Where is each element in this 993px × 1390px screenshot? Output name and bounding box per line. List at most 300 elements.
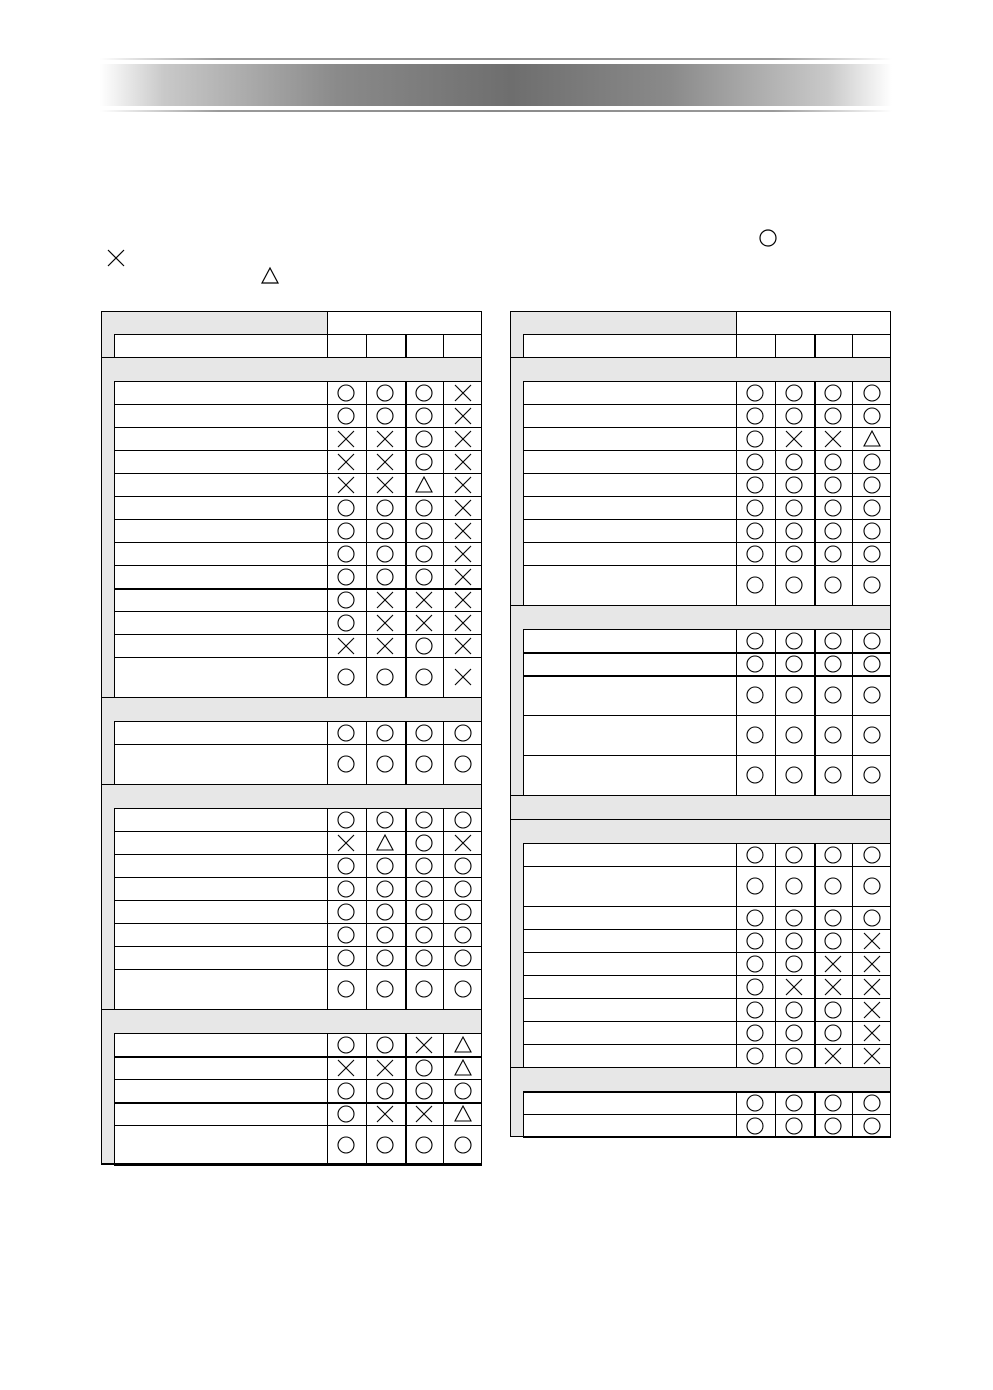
circle-icon	[414, 879, 434, 899]
border-top	[510, 311, 891, 312]
col-line	[814, 906, 816, 929]
col-line	[852, 565, 853, 605]
col-line	[366, 496, 367, 519]
circle-icon	[784, 383, 804, 403]
row-line	[523, 1137, 891, 1138]
cross-icon	[453, 636, 473, 656]
circle-icon	[414, 1135, 434, 1155]
circle-icon	[414, 567, 434, 587]
cross-icon	[862, 1000, 882, 1020]
circle-icon	[784, 521, 804, 541]
col-line	[114, 946, 115, 969]
col-line	[114, 854, 115, 877]
circle-icon	[414, 810, 434, 830]
circle-icon	[784, 1023, 804, 1043]
col-line	[327, 854, 328, 877]
col-line	[736, 975, 737, 998]
col-line	[114, 831, 115, 854]
circle-icon	[336, 590, 356, 610]
col-line	[443, 1033, 444, 1056]
col-line	[405, 808, 407, 831]
col-line	[327, 1125, 328, 1165]
section-line	[510, 357, 891, 358]
circle-icon	[336, 754, 356, 774]
circle-icon	[414, 1081, 434, 1101]
banner-bar	[100, 64, 892, 106]
col-line	[114, 744, 115, 784]
col-line	[327, 565, 328, 588]
circle-icon	[375, 754, 395, 774]
col-line	[366, 854, 367, 877]
circle-icon	[745, 654, 765, 674]
col-line	[523, 906, 524, 929]
col-line	[327, 808, 328, 831]
circle-icon	[862, 544, 882, 564]
circle-icon	[784, 1000, 804, 1020]
col-line	[114, 496, 115, 519]
circle-icon	[453, 1081, 473, 1101]
circle-icon	[336, 1135, 356, 1155]
circle-icon	[823, 1000, 843, 1020]
col-line	[366, 877, 367, 900]
circle-icon	[784, 631, 804, 651]
col-line	[443, 496, 444, 519]
col-line	[405, 427, 407, 450]
row-line	[523, 605, 891, 606]
col-line	[736, 952, 737, 975]
col-line	[523, 542, 524, 565]
cross-icon	[375, 475, 395, 495]
circle-icon	[375, 856, 395, 876]
circle-icon	[414, 383, 434, 403]
col-line	[852, 1091, 853, 1114]
col-line	[114, 473, 115, 496]
cross-icon	[336, 429, 356, 449]
circle-icon	[823, 876, 843, 896]
col-line	[443, 877, 444, 900]
col-line	[736, 866, 737, 906]
circle-icon	[375, 879, 395, 899]
circle-icon	[784, 725, 804, 745]
row-line	[523, 334, 891, 335]
col-line	[814, 381, 816, 404]
header-cell	[114, 334, 482, 357]
col-line	[366, 808, 367, 831]
circle-icon	[375, 406, 395, 426]
col-line	[327, 1102, 328, 1125]
col-line	[852, 1114, 853, 1137]
col-line	[405, 1079, 407, 1102]
circle-icon	[375, 521, 395, 541]
col-line	[405, 1102, 407, 1125]
col-line	[523, 975, 524, 998]
col-line	[852, 952, 853, 975]
col-line	[114, 542, 115, 565]
circle-icon	[862, 908, 882, 928]
circle-icon	[784, 845, 804, 865]
row-line	[523, 795, 891, 796]
col-line	[405, 473, 407, 496]
col-line	[114, 450, 115, 473]
col-line	[327, 923, 328, 946]
col-line	[852, 843, 853, 866]
col-line	[366, 1125, 367, 1165]
circle-icon	[375, 1135, 395, 1155]
col-line	[327, 657, 328, 697]
col-line	[443, 334, 444, 357]
col-line	[814, 975, 816, 998]
border-left	[510, 311, 511, 1137]
col-line	[443, 657, 444, 697]
col-line	[327, 427, 328, 450]
circle-icon	[784, 406, 804, 426]
circle-icon	[823, 521, 843, 541]
col-line	[523, 334, 524, 357]
col-line	[523, 1044, 524, 1067]
cross-icon	[453, 590, 473, 610]
circle-icon	[745, 1000, 765, 1020]
circle-icon	[745, 544, 765, 564]
circle-icon	[823, 654, 843, 674]
circle-icon	[784, 475, 804, 495]
col-line	[443, 900, 444, 923]
circle-icon	[375, 902, 395, 922]
cross-icon	[414, 1104, 434, 1124]
triangle-icon	[453, 1058, 473, 1078]
col-line	[366, 519, 367, 542]
col-line	[814, 675, 816, 715]
col-line	[114, 1033, 115, 1056]
circle-icon	[862, 765, 882, 785]
circle-icon	[862, 383, 882, 403]
circle-icon	[823, 908, 843, 928]
col-line	[405, 831, 407, 854]
col-line	[736, 843, 737, 866]
col-line	[366, 542, 367, 565]
circle-icon	[745, 765, 765, 785]
col-line	[405, 900, 407, 923]
col-line	[405, 1033, 407, 1056]
cross-icon	[453, 613, 473, 633]
col-line	[327, 473, 328, 496]
col-line	[114, 657, 115, 697]
compatibility-table-right	[510, 311, 891, 1137]
col-line	[443, 450, 444, 473]
title-banner	[100, 58, 892, 112]
banner-bottom-rule	[100, 110, 892, 112]
circle-icon	[745, 845, 765, 865]
cross-icon	[823, 977, 843, 997]
col-line	[736, 565, 737, 605]
col-line	[814, 496, 816, 519]
cross-icon	[453, 544, 473, 564]
circle-icon	[784, 685, 804, 705]
col-line	[327, 542, 328, 565]
circle-icon	[862, 654, 882, 674]
col-line	[327, 946, 328, 969]
circle-icon	[784, 931, 804, 951]
col-line	[523, 473, 524, 496]
row-line	[114, 1009, 482, 1010]
col-line	[852, 450, 853, 473]
circle-icon	[745, 452, 765, 472]
col-line	[114, 565, 115, 588]
col-line	[736, 496, 737, 519]
banner-top-rule	[100, 58, 892, 60]
col-line	[114, 427, 115, 450]
col-line	[443, 1056, 444, 1079]
col-line	[814, 450, 816, 473]
circle-icon	[375, 567, 395, 587]
col-line	[736, 1021, 737, 1044]
col-line	[114, 923, 115, 946]
cross-icon	[862, 977, 882, 997]
col-line	[736, 519, 737, 542]
col-line	[523, 929, 524, 952]
col-line	[814, 1044, 816, 1067]
circle-icon	[823, 931, 843, 951]
circle-icon	[414, 429, 434, 449]
col-line	[852, 519, 853, 542]
circle-icon	[414, 979, 434, 999]
circle-icon	[823, 406, 843, 426]
col-line	[443, 1079, 444, 1102]
col-line	[775, 381, 776, 404]
col-line	[366, 1102, 367, 1125]
circle-icon	[745, 1023, 765, 1043]
col-line	[736, 929, 737, 952]
col-line	[523, 381, 524, 404]
circle-icon	[336, 1081, 356, 1101]
border-right	[481, 311, 482, 1165]
col-line	[523, 629, 524, 652]
col-line	[405, 946, 407, 969]
col-line	[736, 311, 737, 357]
col-line	[852, 998, 853, 1021]
circle-icon	[745, 498, 765, 518]
col-line	[736, 427, 737, 450]
col-line	[775, 450, 776, 473]
col-line	[405, 854, 407, 877]
col-line	[114, 969, 115, 1009]
circle-icon	[823, 1023, 843, 1043]
circle-icon	[336, 810, 356, 830]
col-line	[775, 715, 776, 755]
col-line	[366, 473, 367, 496]
col-line	[814, 843, 816, 866]
circle-icon	[336, 948, 356, 968]
col-line	[443, 854, 444, 877]
legend-cross-icon	[106, 248, 126, 268]
col-line	[366, 450, 367, 473]
col-line	[405, 404, 407, 427]
col-line	[114, 611, 115, 634]
circle-icon	[453, 723, 473, 743]
circle-icon	[414, 406, 434, 426]
col-line	[366, 611, 367, 634]
col-line	[405, 450, 407, 473]
circle-icon	[784, 1046, 804, 1066]
circle-icon	[745, 725, 765, 745]
circle-icon	[453, 810, 473, 830]
col-line	[814, 1091, 816, 1114]
col-line	[814, 998, 816, 1021]
col-line	[852, 381, 853, 404]
circle-icon	[745, 575, 765, 595]
circle-icon	[784, 876, 804, 896]
circle-icon	[784, 654, 804, 674]
cross-icon	[375, 452, 395, 472]
row-line	[114, 1125, 482, 1126]
circle-icon	[336, 902, 356, 922]
cross-icon	[414, 590, 434, 610]
circle-icon	[414, 667, 434, 687]
col-line	[852, 1044, 853, 1067]
col-line	[736, 906, 737, 929]
circle-icon	[823, 498, 843, 518]
col-line	[327, 1033, 328, 1056]
col-line	[114, 1125, 115, 1165]
col-line	[852, 929, 853, 952]
circle-icon	[414, 856, 434, 876]
col-line	[814, 755, 816, 795]
circle-icon	[862, 1093, 882, 1113]
col-line	[366, 334, 367, 357]
circle-icon	[745, 876, 765, 896]
circle-icon	[784, 544, 804, 564]
cross-icon	[375, 429, 395, 449]
cross-icon	[375, 613, 395, 633]
header-cell	[523, 334, 891, 357]
col-line	[327, 831, 328, 854]
circle-icon	[862, 452, 882, 472]
col-line	[814, 334, 816, 357]
col-line	[775, 1044, 776, 1067]
col-line	[852, 542, 853, 565]
col-line	[405, 611, 407, 634]
col-line	[814, 473, 816, 496]
circle-icon	[453, 948, 473, 968]
col-line	[523, 1114, 524, 1137]
col-line	[405, 969, 407, 1009]
cross-icon	[375, 1104, 395, 1124]
circle-icon	[414, 1058, 434, 1078]
col-line	[736, 998, 737, 1021]
col-line	[775, 629, 776, 652]
circle-icon	[862, 475, 882, 495]
circle-icon	[453, 754, 473, 774]
circle-icon	[414, 723, 434, 743]
col-line	[327, 381, 328, 404]
col-line	[523, 404, 524, 427]
cross-icon	[784, 429, 804, 449]
row-line	[523, 1067, 891, 1068]
row-line	[523, 755, 891, 756]
row-line	[114, 784, 482, 785]
col-line	[736, 473, 737, 496]
col-line	[114, 334, 115, 357]
circle-icon	[336, 498, 356, 518]
triangle-icon	[414, 475, 434, 495]
col-line	[443, 404, 444, 427]
col-line	[405, 381, 407, 404]
col-line	[327, 450, 328, 473]
circle-icon	[784, 575, 804, 595]
circle-icon	[745, 1093, 765, 1113]
circle-icon	[414, 636, 434, 656]
col-line	[775, 929, 776, 952]
circle-icon	[414, 452, 434, 472]
col-line	[114, 519, 115, 542]
circle-icon	[336, 667, 356, 687]
col-line	[523, 450, 524, 473]
circle-icon	[823, 475, 843, 495]
row-line	[523, 565, 891, 566]
circle-icon	[336, 544, 356, 564]
col-line	[366, 404, 367, 427]
row-line	[114, 1165, 482, 1166]
border-top	[101, 311, 482, 312]
col-line	[443, 721, 444, 744]
cross-icon	[453, 833, 473, 853]
col-line	[327, 311, 328, 357]
header-cell	[736, 311, 891, 334]
col-line	[775, 473, 776, 496]
col-line	[814, 427, 816, 450]
circle-icon	[745, 954, 765, 974]
circle-icon	[336, 521, 356, 541]
cross-icon	[453, 667, 473, 687]
col-line	[114, 588, 115, 611]
col-line	[775, 652, 776, 675]
col-line	[523, 675, 524, 715]
triangle-icon	[375, 833, 395, 853]
col-line	[366, 969, 367, 1009]
circle-icon	[862, 845, 882, 865]
col-line	[443, 427, 444, 450]
circle-icon	[375, 498, 395, 518]
col-line	[443, 611, 444, 634]
col-line	[775, 975, 776, 998]
col-line	[523, 715, 524, 755]
circle-icon	[823, 452, 843, 472]
circle-icon	[375, 810, 395, 830]
col-line	[443, 588, 444, 611]
circle-icon	[784, 908, 804, 928]
cross-icon	[453, 429, 473, 449]
row-line	[523, 866, 891, 867]
col-line	[327, 611, 328, 634]
row-line	[523, 675, 891, 677]
col-line	[327, 404, 328, 427]
circle-icon	[453, 856, 473, 876]
cross-icon	[862, 954, 882, 974]
col-line	[114, 877, 115, 900]
circle-icon	[453, 979, 473, 999]
col-line	[327, 519, 328, 542]
circle-icon	[823, 631, 843, 651]
col-line	[443, 1125, 444, 1165]
circle-icon	[375, 979, 395, 999]
col-line	[405, 565, 407, 588]
col-line	[852, 906, 853, 929]
circle-icon	[414, 521, 434, 541]
cross-icon	[453, 475, 473, 495]
circle-icon	[784, 1116, 804, 1136]
col-line	[814, 404, 816, 427]
circle-icon	[823, 765, 843, 785]
col-line	[327, 744, 328, 784]
